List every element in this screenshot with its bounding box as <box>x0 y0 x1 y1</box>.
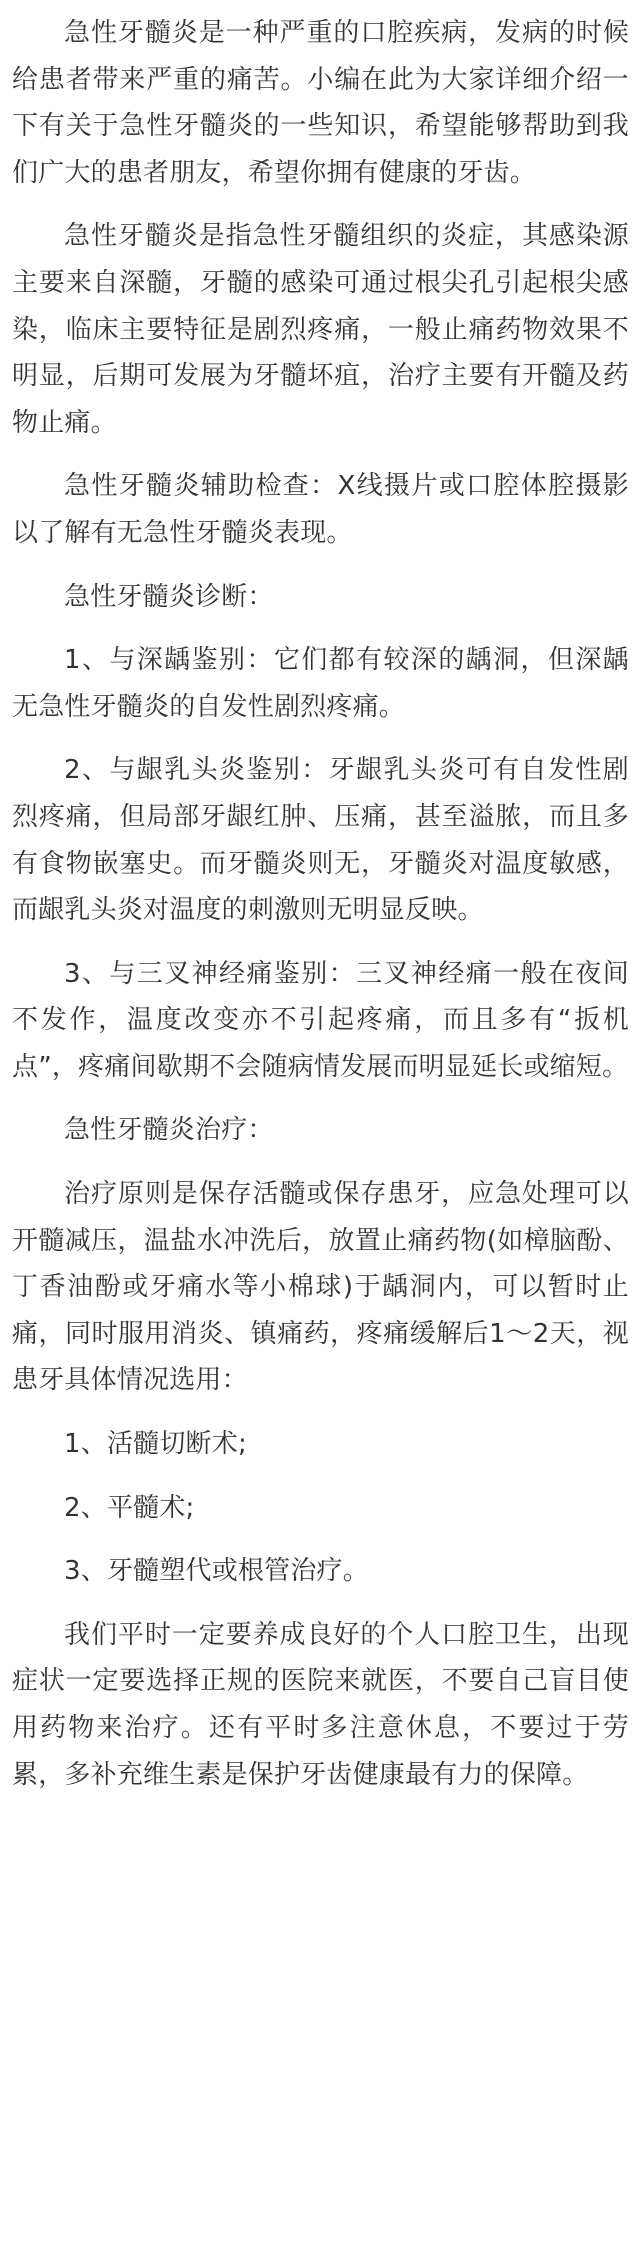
paragraph-treatment-heading: 急性牙髓炎治疗： <box>64 1115 274 1146</box>
paragraph-diagnosis-2: 2、与龈乳头炎鉴别：牙龈乳头炎可有自发性剧烈疼痛，但局部牙龈红肿、压痛，甚至溢脓，而且多有食物嵌塞史。而牙髓炎则无，牙髓炎对温度敏感，而龈乳头炎对温度的刺激则无明显反映。 <box>12 755 629 926</box>
paragraph-treatment-principle: 治疗原则是保存活髓或保存患牙，应急处理可以开髓减压，温盐水冲洗后，放置止痛药物(如樟脑酚、丁香油酚或牙痛水等小棉球)于龋洞内，可以暂时止痛，同时服用消炎、镇痛药，疼痛缓解后1～2天，视患牙具体情况选用： <box>12 1179 629 1396</box>
paragraph-treatment-3: 3、牙髓塑代或根管治疗。 <box>64 1556 369 1587</box>
paragraph-auxiliary-exam: 急性牙髓炎辅助检查：X线摄片或口腔体腔摄影以了解有无急性牙髓炎表现。 <box>12 471 629 548</box>
paragraph-treatment-1: 1、活髓切断术; <box>64 1429 247 1460</box>
paragraph-conclusion: 我们平时一定要养成良好的个人口腔卫生，出现症状一定要选择正规的医院来就医，不要自己盲目使用药物来治疗。还有平时多注意休息，不要过于劳累，多补充维生素是保护牙齿健康最有力的保障。 <box>12 1619 629 1790</box>
paragraph-diagnosis-3: 3、与三叉神经痛鉴别：三叉神经痛一般在夜间不发作，温度改变亦不引起疼痛，而且多有“扳机点”，疼痛间歇期不会随病情发展而明显延长或缩短。 <box>12 958 629 1082</box>
paragraph-definition: 急性牙髓炎是指急性牙髓组织的炎症，其感染源主要来自深髓，牙髓的感染可通过根尖孔引起根尖感染，临床主要特征是剧烈疼痛，一般止痛药物效果不明显，后期可发展为牙髓坏疽，治疗主要有开髓及药物止痛。 <box>12 221 629 438</box>
paragraph-intro: 急性牙髓炎是一种严重的口腔疾病，发病的时候给患者带来严重的痛苦。小编在此为大家详细介绍一下有关于急性牙髓炎的一些知识，希望能够帮助到我们广大的患者朋友，希望你拥有健康的牙齿。 <box>12 18 629 188</box>
paragraph-treatment-2: 2、平髓术; <box>64 1492 195 1523</box>
paragraph-diagnosis-heading: 急性牙髓炎诊断： <box>64 581 274 612</box>
paragraph-diagnosis-1: 1、与深龋鉴别：它们都有较深的龋洞，但深龋无急性牙髓炎的自发性剧烈疼痛。 <box>12 645 629 722</box>
